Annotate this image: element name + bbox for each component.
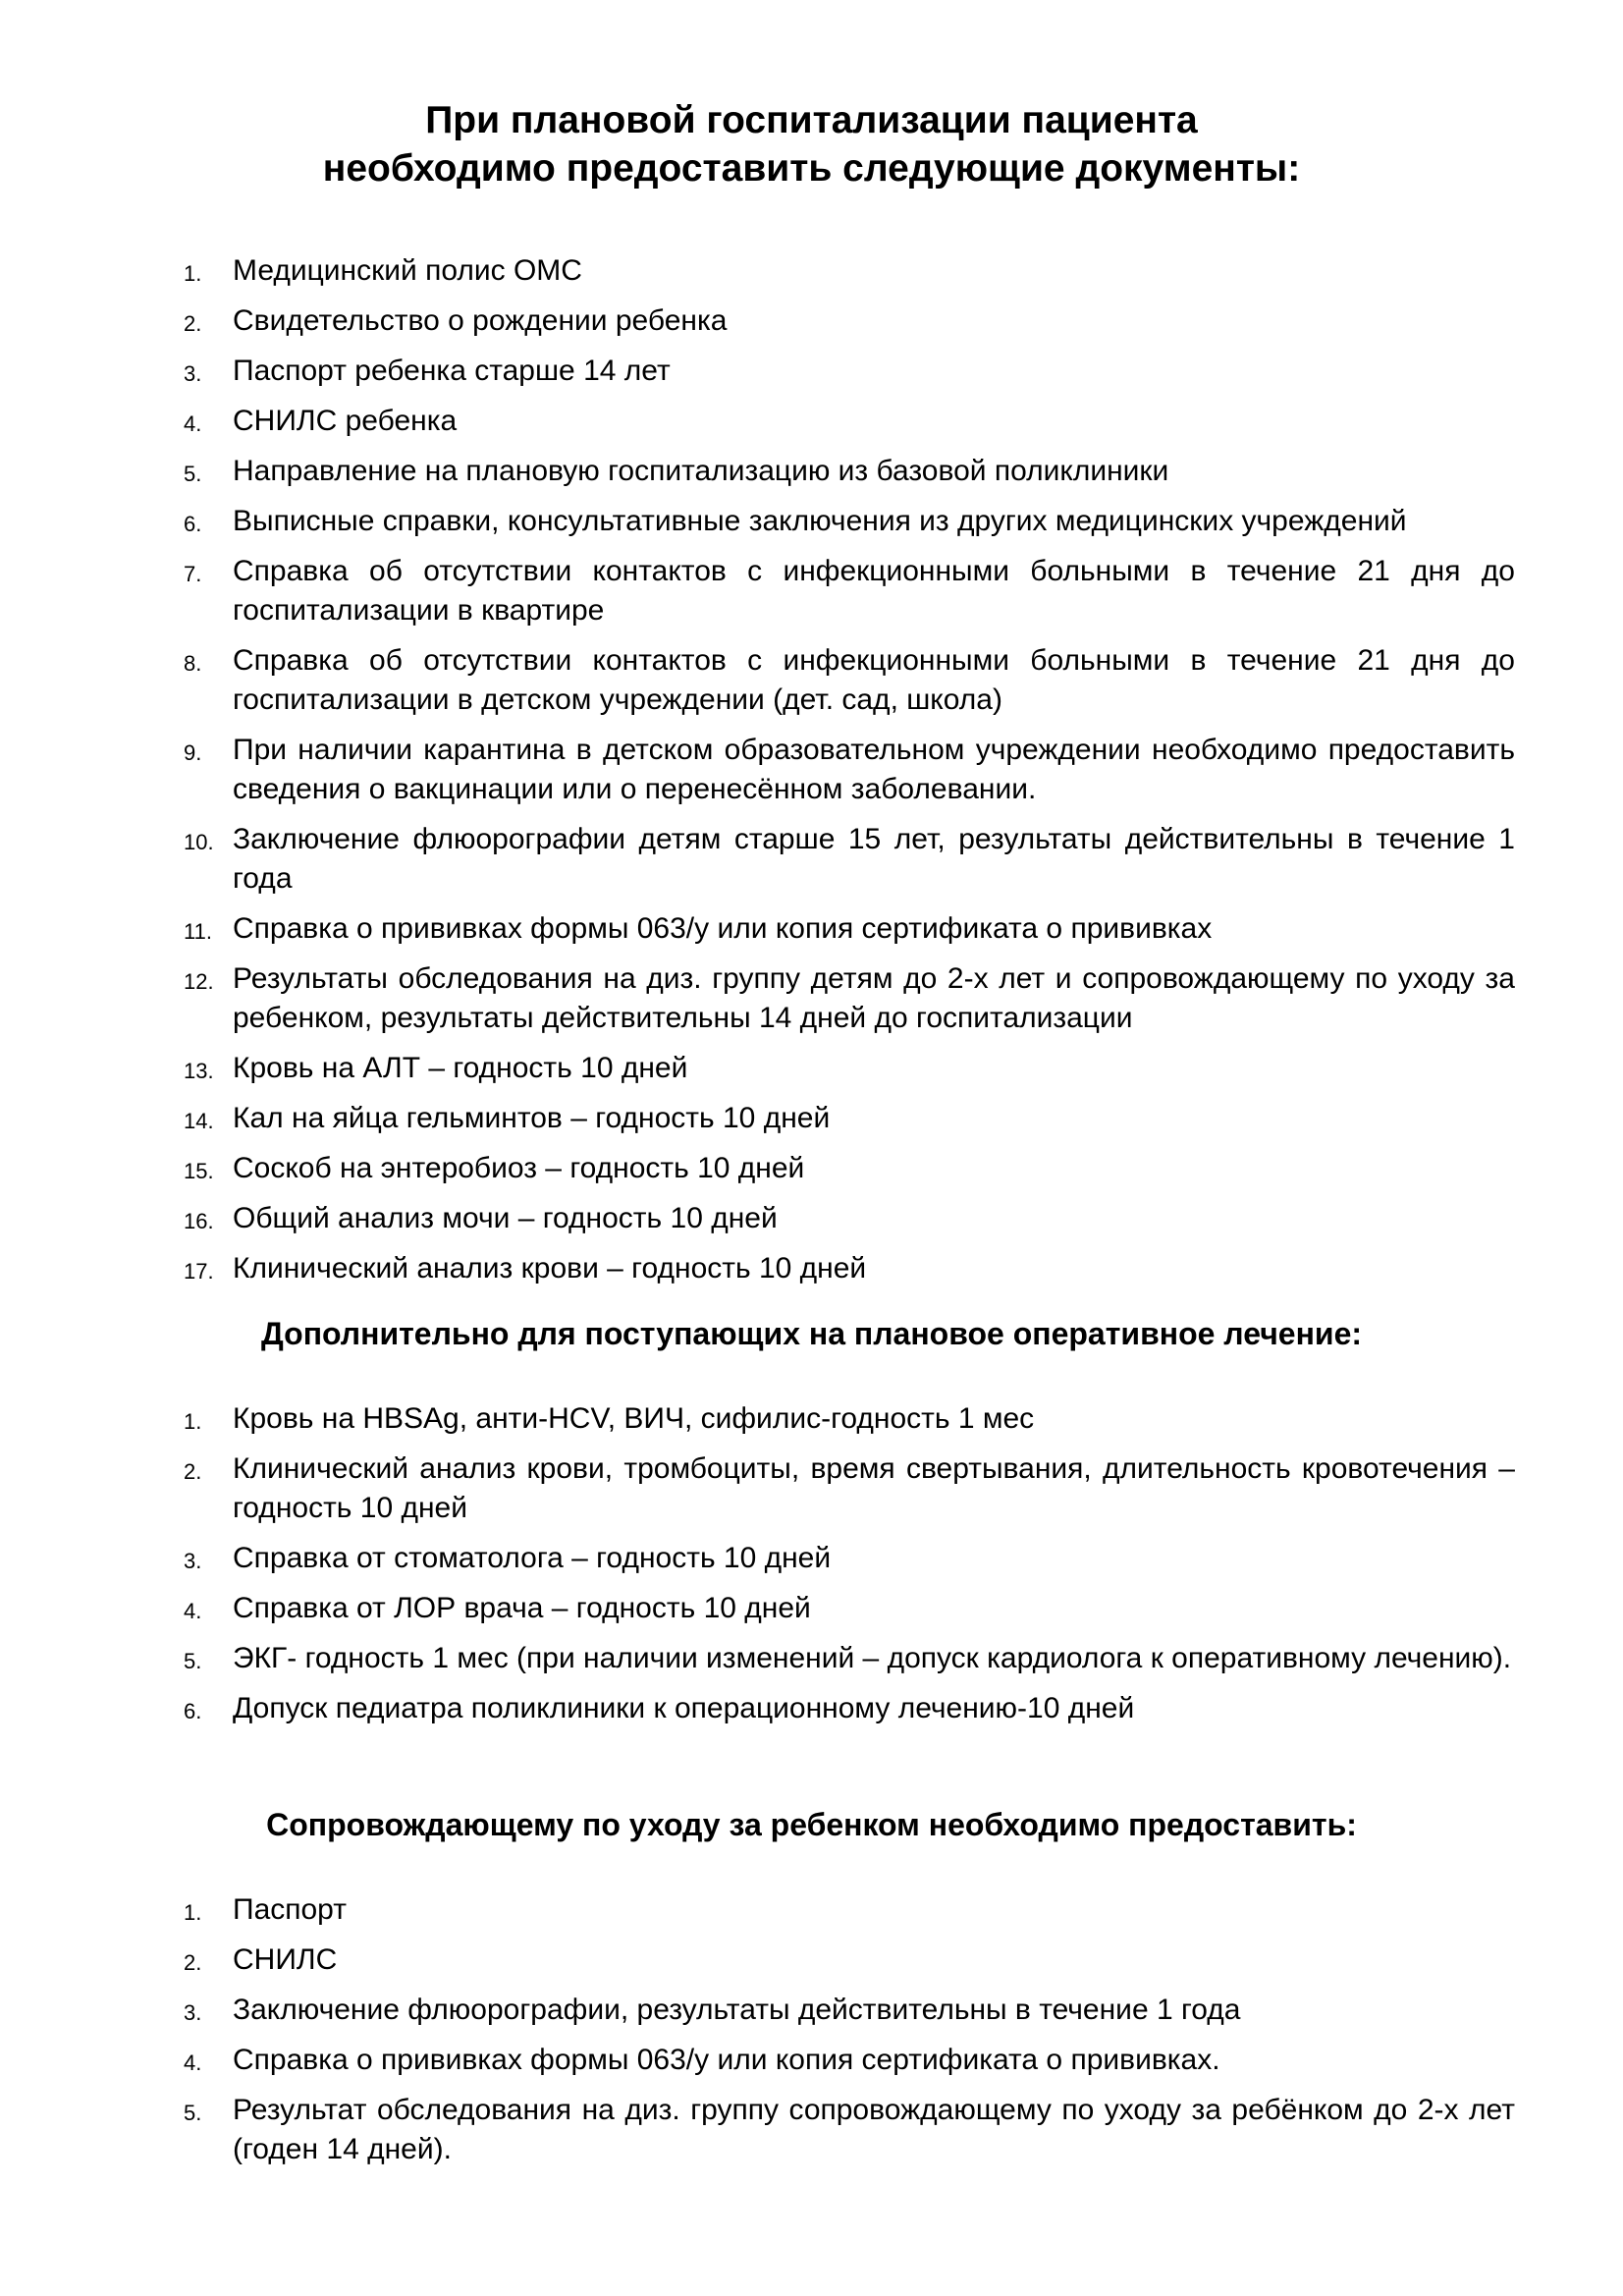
page-title-line-1: При плановой госпитализации пациента xyxy=(425,99,1198,141)
list-item-number: 4. xyxy=(184,1599,202,1623)
surgery-section-heading: Дополнительно для поступающих на плановое оперативное лечение: xyxy=(260,1316,1363,1351)
list-item-number: 3. xyxy=(184,361,202,386)
caregiver-item xyxy=(0,1890,1623,1930)
list-item-text: Паспорт xyxy=(233,1893,347,1926)
document-item xyxy=(0,452,1623,491)
list-item-number: 4. xyxy=(184,2050,202,2075)
list-item-number: 2. xyxy=(184,311,202,336)
surgery-item xyxy=(0,1399,1623,1439)
document-item xyxy=(0,909,1623,949)
list-item-number: 13. xyxy=(184,1059,214,1083)
list-item-text: Паспорт ребенка старше 14 лет xyxy=(233,355,671,387)
list-item-number: 5. xyxy=(184,462,202,486)
document-item xyxy=(0,402,1623,441)
list-item-text: Кровь на АЛТ – годность 10 дней xyxy=(233,1052,688,1084)
document-item xyxy=(0,1199,1623,1238)
document-item xyxy=(0,301,1623,341)
document-item xyxy=(0,552,1623,630)
list-item-text: СНИЛС ребенка xyxy=(233,405,458,437)
list-item-number: 16. xyxy=(184,1209,214,1233)
required-documents-list xyxy=(0,251,1623,1299)
list-item-number: 1. xyxy=(184,1900,202,1925)
list-item-text: Заключение флюорографии детям старше 15 лет, результаты действительны в течение 1 года xyxy=(233,823,1515,895)
list-item-text: Медицинский полис ОМС xyxy=(233,254,582,287)
list-item-text: При наличии карантина в детском образовательном учреждении необходимо предоставить сведения о вакцинации или о перенесённом заболевании. xyxy=(233,734,1515,805)
caregiver-section-heading: Сопровождающему по уходу за ребенком необходимо предоставить: xyxy=(266,1807,1357,1842)
list-item-text: Справка от стоматолога – годность 10 дней xyxy=(233,1542,832,1574)
caregiver-item xyxy=(0,2091,1623,2169)
list-item-number: 12. xyxy=(184,969,214,994)
caregiver-item xyxy=(0,2041,1623,2080)
list-item-number: 2. xyxy=(184,1950,202,1975)
list-item-text: Кал на яйца гельминтов – годность 10 дней xyxy=(233,1102,831,1134)
list-item-text: Справка о прививках формы 063/у или копия сертификата о прививках xyxy=(233,912,1213,945)
caregiver-item xyxy=(0,1941,1623,1980)
list-item-text: Кровь на HBSAg, анти-HCV, ВИЧ, сифилис-годность 1 мес xyxy=(233,1402,1035,1435)
surgery-item xyxy=(0,1689,1623,1728)
list-item-text: Справка об отсутствии контактов с инфекционными больными в течение 21 дня до госпитализации в квартире xyxy=(233,555,1515,627)
list-item-number: 5. xyxy=(184,1649,202,1673)
document-item xyxy=(0,959,1623,1038)
list-item-text: Клинический анализ крови – годность 10 дней xyxy=(233,1252,867,1285)
page-title xyxy=(0,96,1623,192)
surgery-documents-list xyxy=(0,1399,1623,1739)
list-item-number: 5. xyxy=(184,2101,202,2125)
document-item xyxy=(0,1149,1623,1188)
list-item-number: 6. xyxy=(184,1699,202,1723)
list-item-number: 7. xyxy=(184,562,202,586)
list-item-text: Направление на плановую госпитализацию из базовой поликлиники xyxy=(233,455,1169,487)
document-item xyxy=(0,731,1623,809)
caregiver-item xyxy=(0,1991,1623,2030)
list-item-number: 14. xyxy=(184,1109,214,1133)
document-item xyxy=(0,1249,1623,1288)
list-item-number: 1. xyxy=(184,1409,202,1434)
list-item-number: 4. xyxy=(184,411,202,436)
list-item-number: 6. xyxy=(184,512,202,536)
list-item-number: 11. xyxy=(184,919,212,944)
document-item xyxy=(0,641,1623,720)
list-item-text: Допуск педиатра поликлиники к операционному лечению-10 дней xyxy=(233,1692,1135,1724)
surgery-item xyxy=(0,1589,1623,1628)
list-item-text: СНИЛС xyxy=(233,1943,338,1976)
list-item-number: 1. xyxy=(184,261,202,286)
list-item-text: Клинический анализ крови, тромбоциты, время свертывания, длительность кровотечения – годность 10 дней xyxy=(233,1452,1515,1524)
list-item-text: Справка о прививках формы 063/у или копия сертификата о прививках. xyxy=(233,2044,1220,2076)
list-item-text: Результаты обследования на диз. группу детям до 2-х лет и сопровождающему по уходу за ребенком, результаты действительны 14 дней до госпитализации xyxy=(233,962,1515,1034)
document-item xyxy=(0,352,1623,391)
list-item-text: Справка от ЛОР врача – годность 10 дней xyxy=(233,1592,811,1624)
document-item xyxy=(0,820,1623,899)
list-item-text: Общий анализ мочи – годность 10 дней xyxy=(233,1202,778,1234)
document-item xyxy=(0,251,1623,291)
surgery-item xyxy=(0,1449,1623,1528)
list-item-number: 15. xyxy=(184,1159,214,1183)
document-item xyxy=(0,502,1623,541)
surgery-item xyxy=(0,1539,1623,1578)
list-item-text: Заключение флюорографии, результаты действительны в течение 1 года xyxy=(233,1994,1241,2026)
list-item-number: 2. xyxy=(184,1459,202,1484)
list-item-number: 8. xyxy=(184,651,202,676)
surgery-item xyxy=(0,1639,1623,1678)
list-item-text: Результат обследования на диз. группу сопровождающему по уходу за ребёнком до 2-х лет (годен 14 дней). xyxy=(233,2094,1515,2165)
caregiver-documents-list xyxy=(0,1890,1623,2180)
list-item-text: ЭКГ- годность 1 мес (при наличии изменений – допуск кардиолога к оперативному лечению). xyxy=(233,1642,1512,1674)
list-item-text: Свидетельство о рождении ребенка xyxy=(233,304,728,337)
list-item-text: Справка об отсутствии контактов с инфекционными больными в течение 21 дня до госпитализации в детском учреждении (дет. сад, школа) xyxy=(233,644,1515,716)
document-item xyxy=(0,1049,1623,1088)
document-item xyxy=(0,1099,1623,1138)
list-item-text: Выписные справки, консультативные заключения из других медицинских учреждений xyxy=(233,505,1407,537)
list-item-number: 3. xyxy=(184,1549,202,1573)
list-item-number: 3. xyxy=(184,2000,202,2025)
list-item-number: 10. xyxy=(184,830,214,854)
list-item-number: 17. xyxy=(184,1259,214,1284)
list-item-number: 9. xyxy=(184,740,202,765)
list-item-text: Соскоб на энтеробиоз – годность 10 дней xyxy=(233,1152,805,1184)
page-title-line-2: необходимо предоставить следующие документы: xyxy=(322,147,1301,190)
